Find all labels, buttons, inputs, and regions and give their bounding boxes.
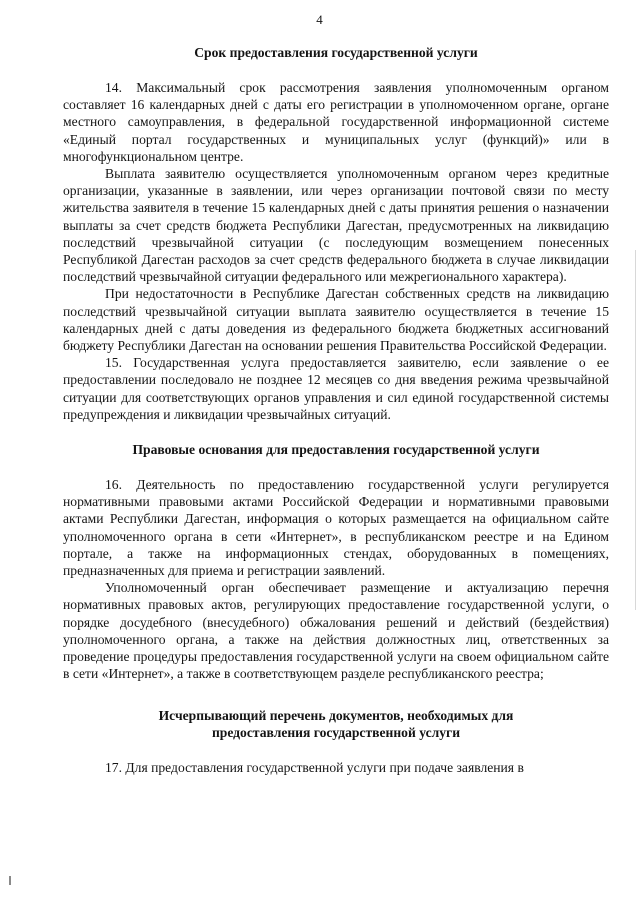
section-heading-documents-list-line2: предоставления государственной услуги [211,724,461,740]
paragraph-16: 16. Деятельность по предоставлению государственной услуги регулируется нормативными правовыми актами Российской Федерации и нормативными правовыми актами Республики Дагестан, информация о которых размещается на официальном сайте уполномоченного органа в сети «Интернет», в республиканском реестре и на Едином портале, а также на информационных стендах, оборудованных в помещениях, предназначенных для приема и регистрации заявлений. [63,477,609,579]
section-heading-service-term: Срок предоставления государственной услуги [194,45,478,60]
page-number: 4 [316,12,323,27]
section-heading-documents-list [63,707,609,741]
paragraph-insufficient-funds: При недостаточности в Республике Дагестан собственных средств на ликвидацию последствий чрезвычайной ситуации выплата заявителю осуществляется в течение 15 календарных дней с даты доведения из федерального бюджета бюджетных ассигнований бюджету Республики Дагестан на основании решения Правительства Российской Федерации. [63,286,609,354]
section-heading-legal-basis: Правовые основания для предоставления государственной услуги [132,442,540,458]
paragraph-payment: Выплата заявителю осуществляется уполномоченным органом через кредитные организации, указанные в заявлении, или через организации почтовой связи по месту жительства заявителя в течение 15 календарных дней с даты принятия решения о назначении выплаты за счет средств бюджета Республики Дагестан, предусмотренных на ликвидацию последствий чрезвычайной ситуации (с последующим возмещением понесенных Республикой Дагестан расходов за счет средств федерального бюджета в случае ликвидации последствий чрезвычайной ситуации федерального или межрегионального характера). [63,166,609,285]
paragraph-authority-duties: Уполномоченный орган обеспечивает размещение и актуализацию перечня нормативных правовых актов, регулирующих предоставление государственной услуги, о порядке досудебного (внесудебного) обжалования решений и действий (бездействия) уполномоченного органа, а также на действия должностных лиц, ответственных за проведение процедуры предоставления государственной услуги на своем официальном сайте в сети «Интернет», а также в соответствующем разделе республиканского реестра; [63,580,609,682]
paragraph-14: 14. Максимальный срок рассмотрения заявления уполномоченным органом составляет 16 календарных дней с даты его регистрации в уполномоченном органе, органе местного самоуправления, в федеральной государственной информационной системе «Единый портал государственных и муниципальных услуг (функций)» или в многофункциональном центре. [63,80,609,164]
scan-edge-mark [635,250,636,610]
paragraph-17: 17. Для предоставления государственной услуги при подаче заявления в [105,759,524,775]
scan-corner-mark [9,876,11,885]
paragraph-15: 15. Государственная услуга предоставляется заявителю, если заявление о ее предоставлении последовало не позднее 12 месяцев со дня введения режима чрезвычайной ситуации для соответствующих органов управления и сил единой государственной системы предупреждения и ликвидации чрезвычайных ситуаций. [63,355,609,422]
section-heading-documents-list-line1: Исчерпывающий перечень документов, необходимых для [158,707,514,723]
document-body [63,44,609,776]
